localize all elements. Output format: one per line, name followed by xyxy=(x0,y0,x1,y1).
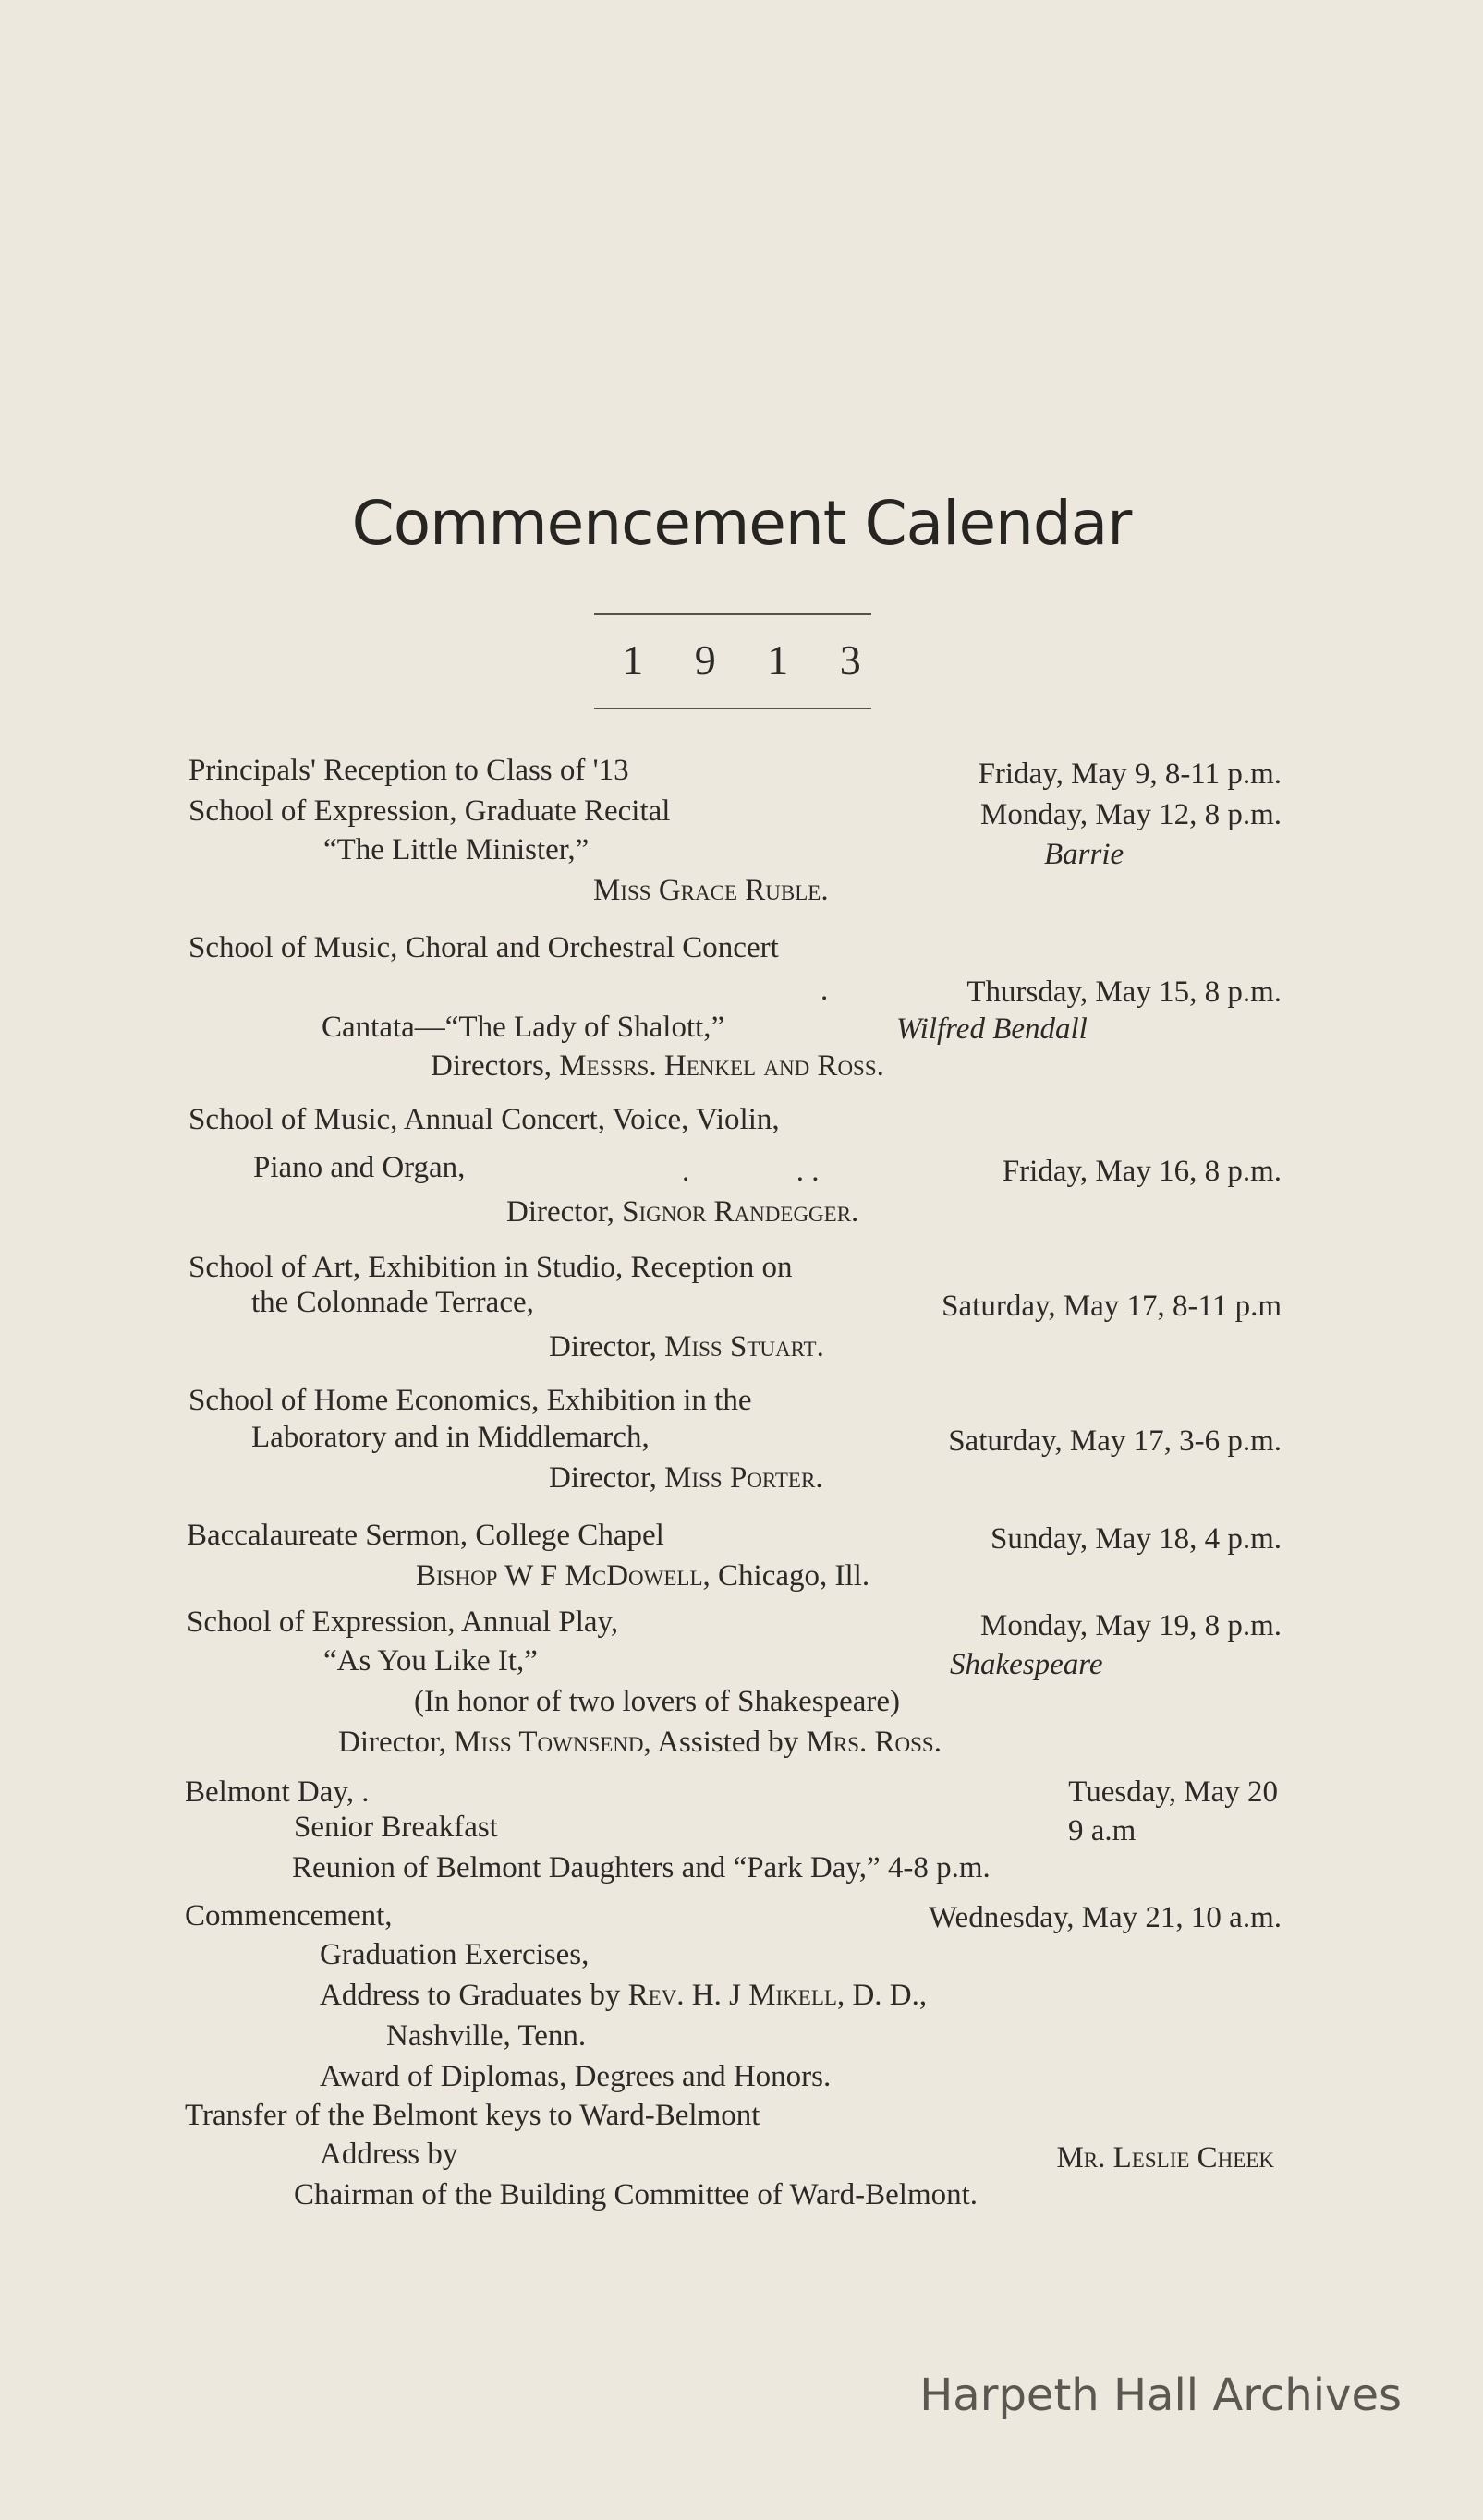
director-name: Miss Townsend, xyxy=(454,1726,651,1759)
speaker-name: Mr. Leslie Cheek xyxy=(1056,2141,1274,2175)
address-label: Address by xyxy=(320,2138,458,2171)
event-date: Monday, May 19, 8 p.m. xyxy=(979,1609,1282,1642)
event-name: School of Expression, Graduate Recital xyxy=(188,794,671,828)
work-author: Shakespeare xyxy=(950,1648,1103,1681)
archive-watermark: Harpeth Hall Archives xyxy=(919,2369,1402,2421)
director-name: Miss Porter. xyxy=(664,1461,823,1495)
director-line xyxy=(549,1328,824,1365)
speaker-place: Nashville, Tenn. xyxy=(386,2019,587,2053)
awards-line: Award of Diplomas, Degrees and Honors. xyxy=(320,2060,832,2093)
event-name: School of Art, Exhibition in Studio, Reception on xyxy=(188,1251,793,1284)
breakfast-time: 9 a.m xyxy=(1068,1814,1137,1848)
address-line xyxy=(320,1977,927,2014)
page-title: Commencement Calendar xyxy=(351,488,1132,559)
director-name: Signor Randegger. xyxy=(622,1195,859,1229)
event-name: School of Music, Choral and Orchestral Concert xyxy=(188,931,779,964)
speaker-title: Chairman of the Building Committee of Ward-Belmont. xyxy=(294,2178,979,2211)
event-name: Commencement, xyxy=(185,1899,393,1932)
event-name-cont: Laboratory and in Middlemarch, xyxy=(251,1421,650,1454)
director-label: Director, xyxy=(506,1195,614,1229)
speaker-name: Bishop W F McDowell, xyxy=(416,1559,711,1593)
work-author: Barrie xyxy=(1044,838,1124,871)
event-date: Monday, May 12, 8 p.m. xyxy=(979,798,1282,831)
event-date: Thursday, May 15, 8 p.m. xyxy=(966,975,1282,1009)
event-name-cont: the Colonnade Terrace, xyxy=(251,1286,534,1319)
speaker-place: Chicago, Ill. xyxy=(718,1559,870,1593)
event-name: Principals' Reception to Class of '13 xyxy=(188,754,629,787)
director-line xyxy=(549,1460,823,1496)
exercises-line: Graduation Exercises, xyxy=(320,1938,590,1971)
year-heading: 1 9 1 3 xyxy=(622,636,881,684)
event-name: Belmont Day, . xyxy=(185,1775,370,1809)
work-title: “As You Like It,” xyxy=(323,1644,538,1678)
event-date: Sunday, May 18, 4 p.m. xyxy=(990,1522,1282,1556)
director-label: Director, xyxy=(549,1461,657,1495)
leader-dots: . . . xyxy=(682,1155,820,1188)
event-date: Friday, May 16, 8 p.m. xyxy=(1002,1155,1282,1188)
performer-name: Miss Grace Ruble. xyxy=(593,874,829,907)
event-date: Wednesday, May 21, 10 a.m. xyxy=(929,1901,1282,1934)
event-name-cont: Piano and Organ, xyxy=(253,1151,466,1184)
divider-top xyxy=(594,613,871,615)
director-line xyxy=(506,1193,858,1230)
play-note: (In honor of two lovers of Shakespeare) xyxy=(414,1685,901,1718)
director-name: Miss Stuart. xyxy=(664,1330,824,1363)
event-name: Baccalaureate Sermon, College Chapel xyxy=(187,1519,664,1552)
speaker-name: Rev. H. J Mikell, D. D., xyxy=(627,1979,928,2012)
work-author: Wilfred Bendall xyxy=(896,1012,1088,1046)
director-label: Director, xyxy=(338,1726,446,1759)
event-name: School of Home Economics, Exhibition in the xyxy=(188,1384,752,1417)
divider-bottom xyxy=(594,708,871,709)
speaker-line xyxy=(416,1557,869,1594)
event-name: School of Expression, Annual Play, xyxy=(187,1605,619,1639)
event-name: School of Music, Annual Concert, Voice, Violin, xyxy=(188,1103,780,1136)
director-line xyxy=(338,1724,942,1761)
event-date: Friday, May 9, 8-11 p.m. xyxy=(978,757,1282,791)
breakfast-label: Senior Breakfast xyxy=(294,1811,498,1844)
address-label: Address to Graduates by xyxy=(320,1979,621,2012)
reunion-line: Reunion of Belmont Daughters and “Park Day,” 4-8 p.m. xyxy=(292,1851,991,1884)
leader-dot: . xyxy=(821,974,829,1007)
event-date: Saturday, May 17, 8-11 p.m xyxy=(942,1290,1282,1323)
directors-names: Messrs. Henkel and Ross. xyxy=(559,1049,884,1083)
director-label: Director, xyxy=(549,1330,657,1363)
event-date: Tuesday, May 20 xyxy=(1068,1775,1278,1809)
work-title: “The Little Minister,” xyxy=(323,833,590,866)
event-date: Saturday, May 17, 3-6 p.m. xyxy=(948,1424,1282,1458)
event-name: Transfer of the Belmont keys to Ward-Belmont xyxy=(185,2099,760,2132)
assisted-label: Assisted by xyxy=(657,1726,799,1759)
directors-line xyxy=(431,1048,884,1084)
directors-label: Directors, xyxy=(431,1049,553,1083)
work-title: Cantata—“The Lady of Shalott,” xyxy=(322,1011,725,1044)
assistant-name: Mrs. Ross. xyxy=(806,1726,942,1759)
